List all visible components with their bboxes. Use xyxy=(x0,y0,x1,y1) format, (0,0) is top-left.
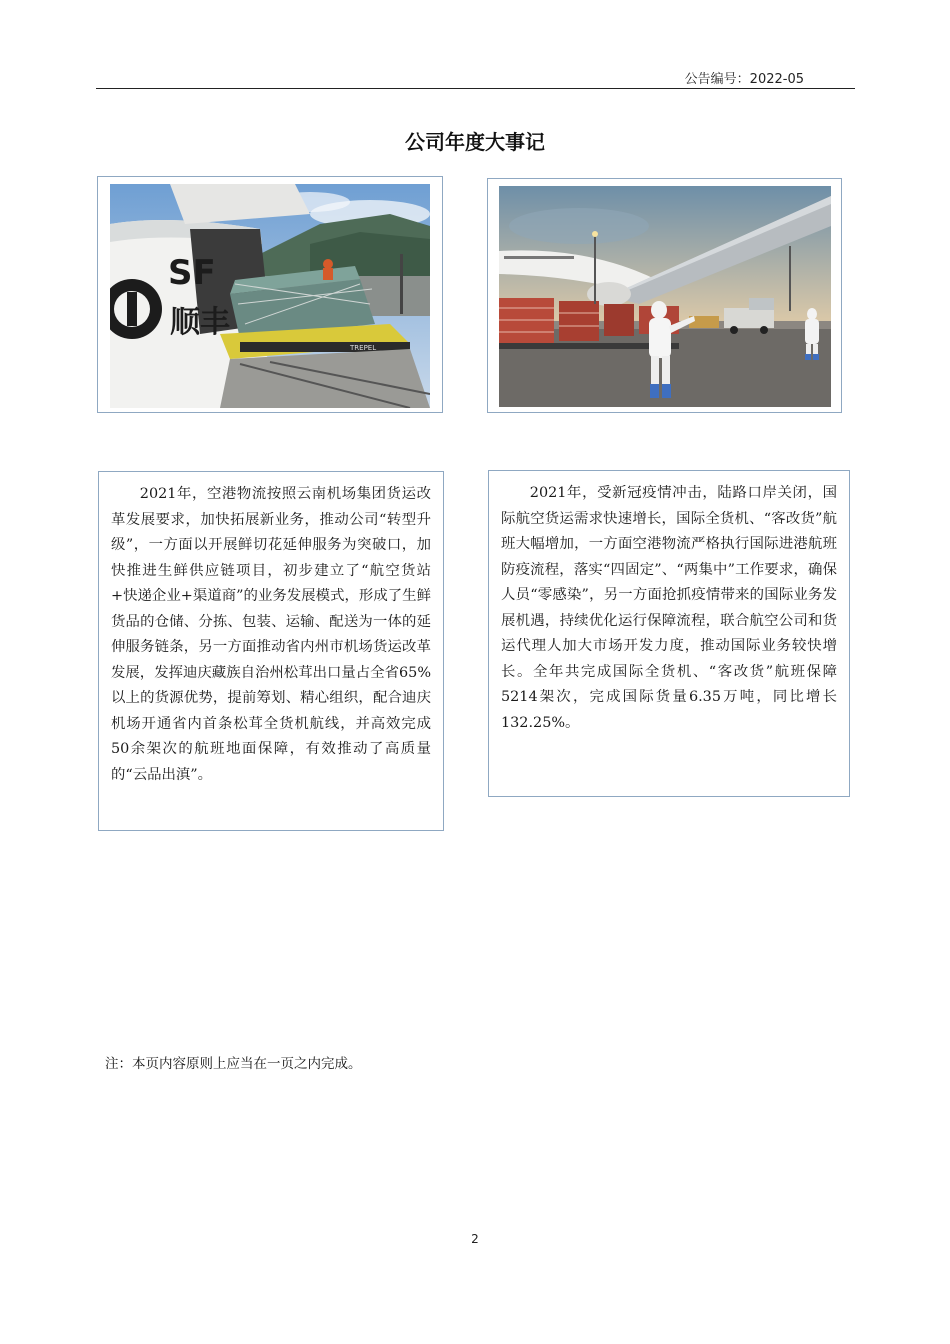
sf-logo-text: SF xyxy=(168,253,216,293)
photo-epidemic-operation xyxy=(487,178,842,413)
header-rule xyxy=(96,88,855,89)
loader-brand-text: TREPEL xyxy=(350,344,377,352)
photo-cargo-loading xyxy=(97,176,443,413)
page-title: 公司年度大事记 xyxy=(405,130,545,154)
announcement-number: 公告编号：2022-05 xyxy=(684,72,804,87)
paragraph-right: 2021年，受新冠疫情冲击，陆路口岸关闭，国际航空货运需求快速增长，国际全货机、“客改货”航班大幅增加，一方面空港物流严格执行国际进港航班防疫流程，落实“四固定”、“两集中”工作要求，确保人员“零感染”，另一方面抢抓疫情带来的国际业务发展机遇，持续优化运行保障流程，联合航空公司和货运代理人加大市场开发力度，推动国际业务较快增长。全年共完成国际全货机、“客改货”航班保障5214架次，完成国际货量6.35万吨，同比增长132.25%。 xyxy=(488,470,850,797)
page-number: 2 xyxy=(471,1232,479,1246)
footnote: 注：本页内容原则上应当在一页之内完成。 xyxy=(105,1056,362,1072)
epidemic-operation-image xyxy=(499,186,831,407)
sf-logo-text-cn: 顺丰 xyxy=(170,305,230,340)
cargo-loading-image xyxy=(110,184,430,408)
paragraph-left: 2021年，空港物流按照云南机场集团货运改革发展要求，加快拓展新业务，推动公司“转型升级”，一方面以开展鲜切花延伸服务为突破口，加快推进生鲜供应链项目，初步建立了“航空货站+快递企业+渠道商”的业务发展模式，形成了生鲜货品的仓储、分拣、包装、运输、配送为一体的延伸服务链条，另一方面推动省内州市机场货运改革发展，发挥迪庆藏族自治州松茸出口量占全省65%以上的货源优势，提前筹划、精心组织，配合迪庆机场开通省内首条松茸全货机航线，并高效完成50余架次的航班地面保障，有效推动了高质量的“云品出滇”。 xyxy=(98,471,444,831)
